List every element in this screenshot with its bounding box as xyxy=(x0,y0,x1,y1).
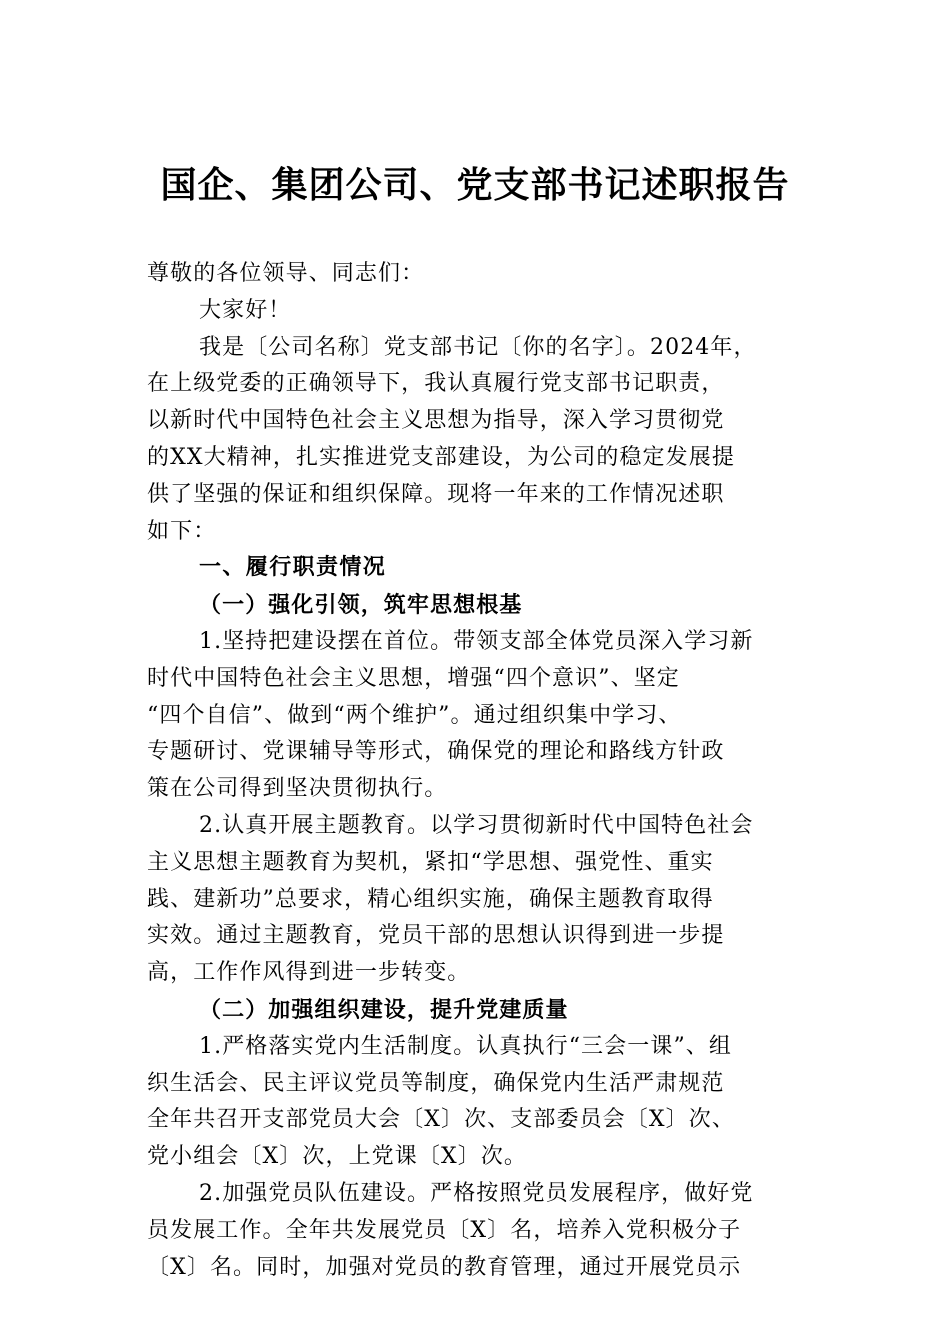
paragraph-line: 策在公司得到坚决贯彻执行。 xyxy=(147,776,448,802)
subsection-heading: （二）加强组织建设，提升党建质量 xyxy=(199,996,569,1023)
paragraph-line: 1.严格落实党内生活制度。认真执行“三会一课”、组 xyxy=(199,1033,732,1059)
paragraph-line: 以新时代中国特色社会主义思想为指导，深入学习贯彻党 xyxy=(147,408,725,434)
paragraph-line: 专题研讨、党课辅导等形式，确保党的理论和路线方针政 xyxy=(147,739,725,765)
paragraph-line: “四个自信”、做到“两个维护”。通过组织集中学习、 xyxy=(147,702,682,728)
paragraph-line: 在上级党委的正确领导下，我认真履行党支部书记职责， xyxy=(147,371,725,397)
paragraph-line: 织生活会、民主评议党员等制度，确保党内生活严肃规范 xyxy=(147,1070,725,1096)
paragraph-line: 员发展工作。全年共发展党员〔X〕名，培养入党积极分子 xyxy=(147,1217,742,1243)
paragraph-line: 〔X〕名。同时，加强对党员的教育管理，通过开展党员示 xyxy=(147,1254,742,1280)
paragraph-line: 实效。通过主题教育，党员干部的思想认识得到进一步提 xyxy=(147,923,725,949)
paragraph-line: 践、建新功”总要求，精心组织实施，确保主题教育取得 xyxy=(147,886,714,912)
paragraph-line: 如下： xyxy=(147,518,217,544)
paragraph-line: 我是〔公司名称〕党支部书记〔你的名字〕。2024年， xyxy=(199,334,757,360)
greeting: 大家好！ xyxy=(199,297,292,323)
paragraph-line: 2.认真开展主题教育。以学习贯彻新时代中国特色社会 xyxy=(199,812,754,838)
paragraph-line: 主义思想主题教育为契机，紧扣“学思想、强党性、重实 xyxy=(147,849,714,875)
paragraph-line: 党小组会〔X〕次，上党课〔X〕次。 xyxy=(147,1144,528,1170)
salutation: 尊敬的各位领导、同志们： xyxy=(147,261,425,286)
paragraph-line: 全年共召开支部党员大会〔X〕次、支部委员会〔X〕次、 xyxy=(147,1107,735,1133)
subsection-heading: （一）强化引领，筑牢思想根基 xyxy=(199,592,523,619)
section-heading: 一、履行职责情况 xyxy=(199,555,387,581)
paragraph-line: 时代中国特色社会主义思想，增强“四个意识”、坚定 xyxy=(147,665,680,691)
paragraph-line: 1.坚持把建设摆在首位。带领支部全体党员深入学习新 xyxy=(199,628,754,654)
document-title: 国企、集团公司、党支部书记述职报告 xyxy=(160,164,790,206)
paragraph-line: 2.加强党员队伍建设。严格按照党员发展程序，做好党 xyxy=(199,1180,754,1206)
paragraph-line: 高，工作作风得到进一步转变。 xyxy=(147,960,471,986)
paragraph-line: 的XX大精神，扎实推进党支部建设，为公司的稳定发展提 xyxy=(147,444,735,470)
document-body xyxy=(147,256,807,1286)
paragraph-line: 供了坚强的保证和组织保障。现将一年来的工作情况述职 xyxy=(147,481,725,507)
